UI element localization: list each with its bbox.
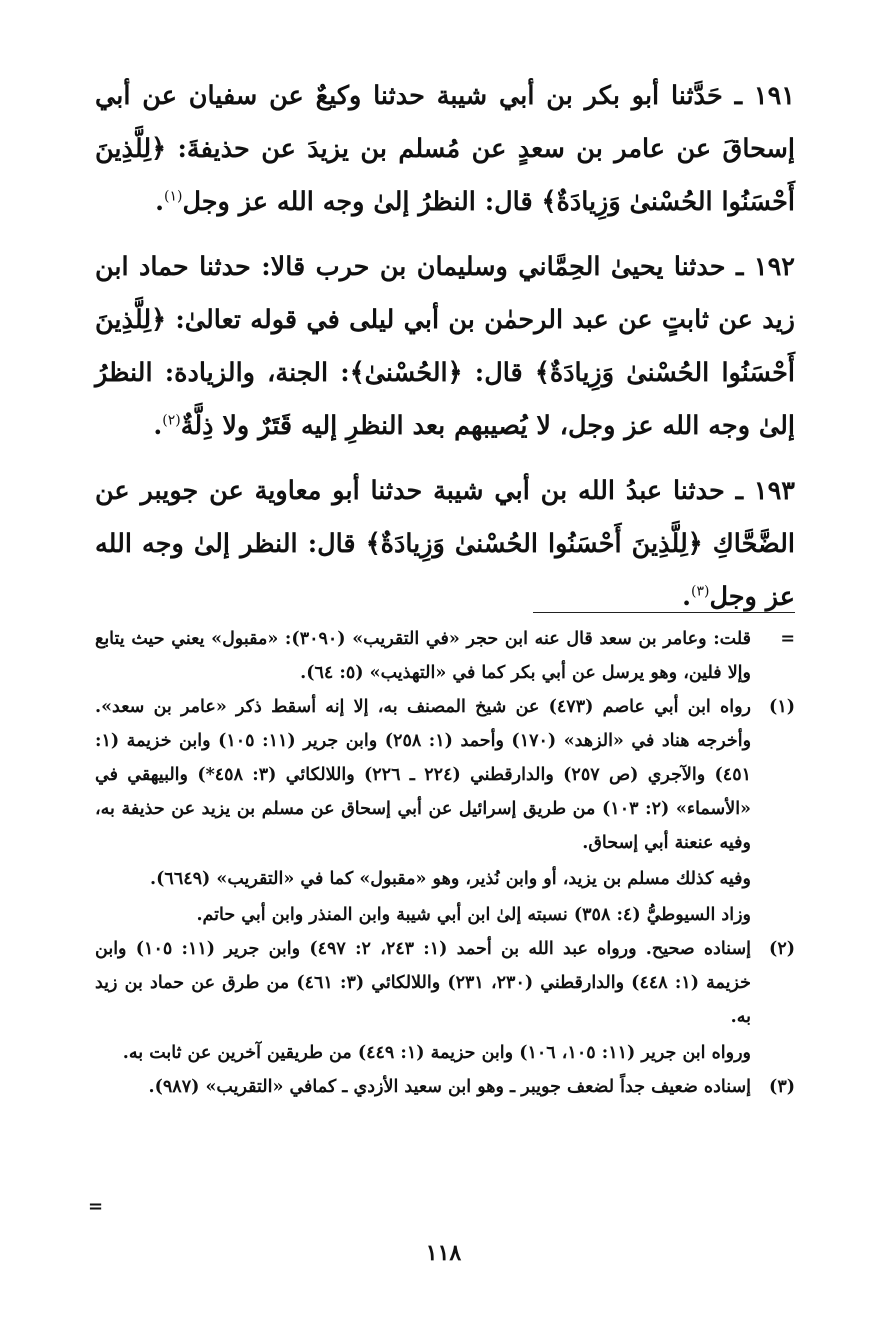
footnote-ref: (٣) xyxy=(690,583,710,600)
quran-verse: ﴿لِلَّذِينَ أَحْسَنُوا الحُسْنىٰ وَزِيادَةٌ﴾ xyxy=(365,529,703,559)
footnote-continued xyxy=(95,622,795,690)
end-mark: . xyxy=(682,582,691,612)
hadith-number: ١٩١ xyxy=(753,81,795,111)
footnote-marker: (٢) xyxy=(769,939,795,959)
footnote-1 xyxy=(95,690,795,932)
footnote-line: وفيه كذلك مسلم بن يزيد، أو وابن نُذير، وهو «مقبول» كما في «التقريب» (٦٦٤٩). xyxy=(150,869,751,889)
footnotes xyxy=(95,622,795,1104)
end-mark: . xyxy=(153,411,163,441)
hadith-191 xyxy=(95,70,795,229)
footnote-line: قلت: وعامر بن سعد قال عنه ابن حجر «في التقريب» (٣٠٩٠): «مقبول» يعني حيث يتابع وإلا فلين، وهو يرسل عن أبي بكر كما في «التهذيب» (٥: ٦٤). xyxy=(95,629,751,683)
footnote-text xyxy=(95,690,751,932)
footnote-line: رواه ابن أبي عاصم (٤٧٣) عن شيخ المصنف به، إلا إنه أسقط ذكر «عامر بن سعد». وأخرجه هناد في «الزهد» (١٧٠) وأحمد (١: ٢٥٨) وابن جرير (١١: ١٠٥) وابن خزيمة (١: ٤٥١) والآجري (ص ٢٥٧) والدارقطني (٢٢٤ ـ ٢٢٦) واللالكائي (٣: ٤٥٨*) والبيهقي في «الأسماء» (٢: ١٠٣) من طريق إسرائيل عن أبي إسحاق عن مسلم بن يزيد عن حذيفة به، وفيه عنعنة أبي إسحاق. xyxy=(95,697,752,853)
hadith-text: قال: النظرُ إلىٰ وجه الله عز وجل xyxy=(182,187,542,217)
end-mark: . xyxy=(155,187,164,217)
footnote-line: وزاد السيوطيُّ (٤: ٣٥٨) نسبته إلىٰ ابن أبي شيبة وابن المنذر وابن أبي حاتم. xyxy=(196,905,751,925)
hadith-text: ـ حدثنا يحيىٰ الحِمَّاني وسليمان بن حرب قالا: حدثنا حماد ابن زيد عن ثابتٍ عن عبد الرحمٰن بن أبي ليلى في قوله تعالىٰ: xyxy=(95,252,795,335)
footnote-text xyxy=(95,622,751,690)
footnote-ref: (١) xyxy=(163,188,183,205)
footnote-text xyxy=(95,1070,751,1104)
hadith-text: : الجنة، والزيادة: النظرُ إلىٰ وجه الله عز وجل، لا يُصيبهم بعد النظرِ إليه قَتَرٌ ولا ذِلَّةٌ xyxy=(95,358,795,441)
footnote-marker: (٣) xyxy=(769,1077,795,1097)
hadith-192 xyxy=(95,241,795,453)
footnote-marker: = xyxy=(780,629,795,649)
hadith-text: قال: xyxy=(462,358,535,388)
page-number: ١١٨ xyxy=(425,1240,462,1266)
footnote-ref: (٢) xyxy=(162,412,181,429)
footnote-marker: (١) xyxy=(769,697,795,717)
quran-verse: ﴿لِلَّذِينَ أَحْسَنُوا الحُسْنىٰ وَزِيادَةٌ﴾ xyxy=(95,305,795,388)
hadith-text: قال: النظر إلىٰ وجه الله عز وجل xyxy=(95,529,795,612)
footnote-line: إسناده صحيح. ورواه عبد الله بن أحمد (١: ٢٤٣، ٢: ٤٩٧) وابن جرير (١١: ١٠٥) وابن خزيمة (١: ٤٤٨) والدارقطني (٢٣٠، ٢٣١) واللالكائي (٣: ٤٦١) من طرق عن حماد بن زيد به. xyxy=(95,939,751,1027)
continuation-mark: = xyxy=(88,1196,104,1217)
footnote-text xyxy=(95,932,751,1070)
footnote-3 xyxy=(95,1070,795,1104)
hadith-text: ـ حَدَّثنا أبو بكر بن أبي شيبة حدثنا وكيعٌ عن سفيان عن أبي إسحاقَ عن عامر بن سعدٍ عن مُسلم بن يزيدَ عن حذيفةَ: xyxy=(95,81,795,164)
footnote-line: إسناده ضعيف جداً لضعف جويبر ـ وهو ابن سعيد الأزدي ـ كمافي «التقريب» (٩٨٧). xyxy=(148,1077,751,1097)
footnote-divider xyxy=(533,612,795,613)
hadith-193 xyxy=(95,465,795,624)
hadith-text: ـ حدثنا عبدُ الله بن أبي شيبة حدثنا أبو معاوية عن جويبر عن الضَّحَّاكِ xyxy=(95,476,796,559)
hadith-number: ١٩٢ xyxy=(753,252,795,282)
quran-word: ﴿الحُسْنىٰ﴾ xyxy=(349,358,463,388)
main-text xyxy=(95,70,795,624)
hadith-number: ١٩٣ xyxy=(753,476,795,506)
footnote-line: ورواه ابن جرير (١١: ١٠٥، ١٠٦) وابن حزيمة (١: ٤٤٩) من طريقين آخرين عن ثابت به. xyxy=(122,1043,751,1063)
quran-verse: ﴿لِلَّذِينَ أَحْسَنُوا الحُسْنىٰ وَزِيادَةٌ﴾ xyxy=(95,134,795,217)
footnote-2 xyxy=(95,932,795,1070)
